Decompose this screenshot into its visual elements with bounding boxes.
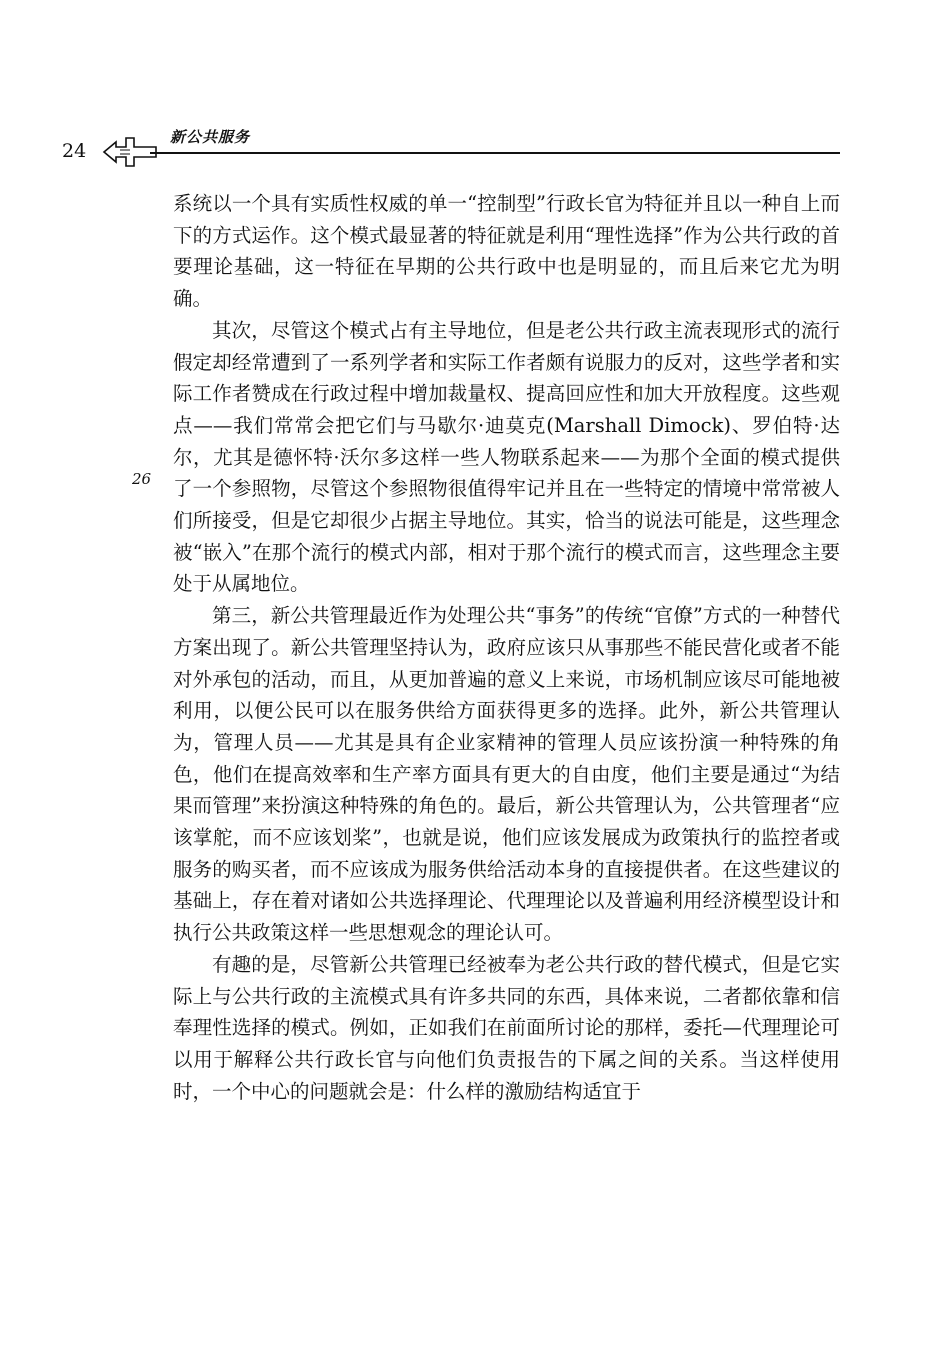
- paragraph-2: 其次，尽管这个模式占有主导地位，但是老公共行政主流表现形式的流行假定却经常遭到了一系列学者和实际工作者颇有说服力的反对，这些学者和实际工作者赞成在行政过程中增加裁量权、提高回应性和加大开放程度。这些观点——我们常常会把它们与马歇尔·迪莫克(Marshall Dimock)、罗伯特·达尔，尤其是德怀特·沃尔多这样一些人物联系起来——为那个全面的模式提供了一个参照物，尽管这个参照物很值得牢记并且在一些特定的情境中常常被人们所接受，但是它却很少占据主导地位。其实，恰当的说法可能是，这些理念被“嵌入”在那个流行的模式内部，相对于那个流行的模式而言，这些理念主要处于从属地位。: [173, 318, 840, 596]
- body-text: [173, 188, 840, 1107]
- page-number: 24: [62, 140, 87, 162]
- header-rule: [150, 152, 840, 154]
- running-title: 新公共服务: [170, 128, 251, 146]
- paragraph-1: 系统以一个具有实质性权威的单一“控制型”行政长官为特征并且以一种自上而下的方式运作。这个模式最显著的特征就是利用“理性选择”作为公共行政的首要理论基础，这一特征在早期的公共行政中也是明显的，而且后来它尤为明确。: [173, 192, 840, 311]
- paragraph-4: 有趣的是，尽管新公共管理已经被奉为老公共行政的替代模式，但是它实际上与公共行政的主流模式具有许多共同的东西，具体来说，二者都依靠和信奉理性选择的模式。例如，正如我们在前面所讨论的那样，委托—代理理论可以用于解释公共行政长官与向他们负责报告的下属之间的关系。当这样使用时，一个中心的问题就会是：什么样的激励结构适宜于: [173, 952, 840, 1103]
- paragraph-3: 第三，新公共管理最近作为处理公共“事务”的传统“官僚”方式的一种替代方案出现了。新公共管理坚持认为，政府应该只从事那些不能民营化或者不能对外承包的活动，而且，从更加普遍的意义上来说，市场机制应该尽可能地被利用，以便公民可以在服务供给方面获得更多的选择。此外，新公共管理认为，管理人员——尤其是具有企业家精神的管理人员应该扮演一种特殊的角色，他们在提高效率和生产率方面具有更大的自由度，他们主要是通过“为结果而管理”来扮演这种特殊的角色的。最后，新公共管理认为，公共管理者“应该掌舵，而不应该划桨”，也就是说，他们应该发展成为政策执行的监控者或服务的购买者，而不应该成为服务供给活动本身的直接提供者。在这些建议的基础上，存在着对诸如公共选择理论、代理理论以及普遍利用经济模型设计和执行公共政策这样一些思想观念的理论认可。: [173, 604, 840, 945]
- margin-page-reference: 26: [132, 470, 152, 488]
